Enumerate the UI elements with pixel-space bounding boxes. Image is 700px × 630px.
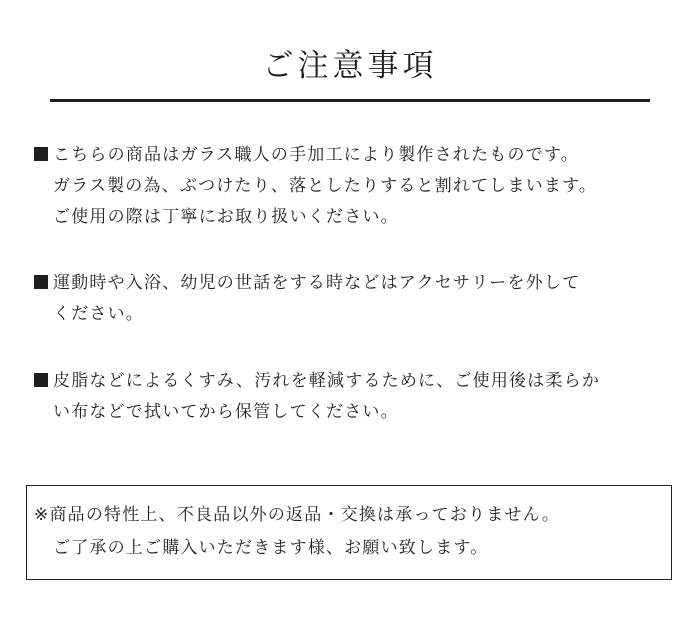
caution-section-remove bbox=[34, 268, 674, 330]
caution-section-handmade bbox=[34, 140, 674, 233]
notice-text: ご了承の上ご購入いただきます様、お願い致します。 bbox=[53, 538, 489, 558]
notice-text: ※商品の特性上、不良品以外の返品・交換は承っておりません。 bbox=[34, 505, 561, 525]
bullet-square-icon bbox=[34, 275, 48, 289]
title-divider bbox=[50, 99, 650, 102]
section-text: ガラス製の為、ぶつけたり、落としたりすると割れてしまいます。 bbox=[53, 176, 598, 196]
section-first-line bbox=[34, 140, 674, 171]
bullet-square-icon bbox=[34, 373, 48, 387]
return-policy-notice bbox=[34, 499, 560, 565]
section-text: 運動時や入浴、幼児の世話をする時などはアクセサリーを外して bbox=[53, 273, 581, 293]
section-text: 皮脂などによるくすみ、汚れを軽減するために、ご使用後は柔らか bbox=[53, 371, 601, 391]
page-title: ご注意事項 bbox=[262, 48, 438, 84]
section-text: い布などで拭いてから保管してください。 bbox=[53, 402, 399, 422]
section-text: こちらの商品はガラス職人の手加工により製作されたものです。 bbox=[53, 145, 579, 165]
bullet-square-icon bbox=[34, 147, 48, 161]
caution-section-care bbox=[34, 366, 674, 428]
section-text: ご使用の際は丁寧にお取り扱いください。 bbox=[53, 207, 399, 227]
section-text: ください。 bbox=[53, 304, 144, 324]
section-first-line bbox=[34, 268, 674, 299]
section-first-line bbox=[34, 366, 674, 397]
